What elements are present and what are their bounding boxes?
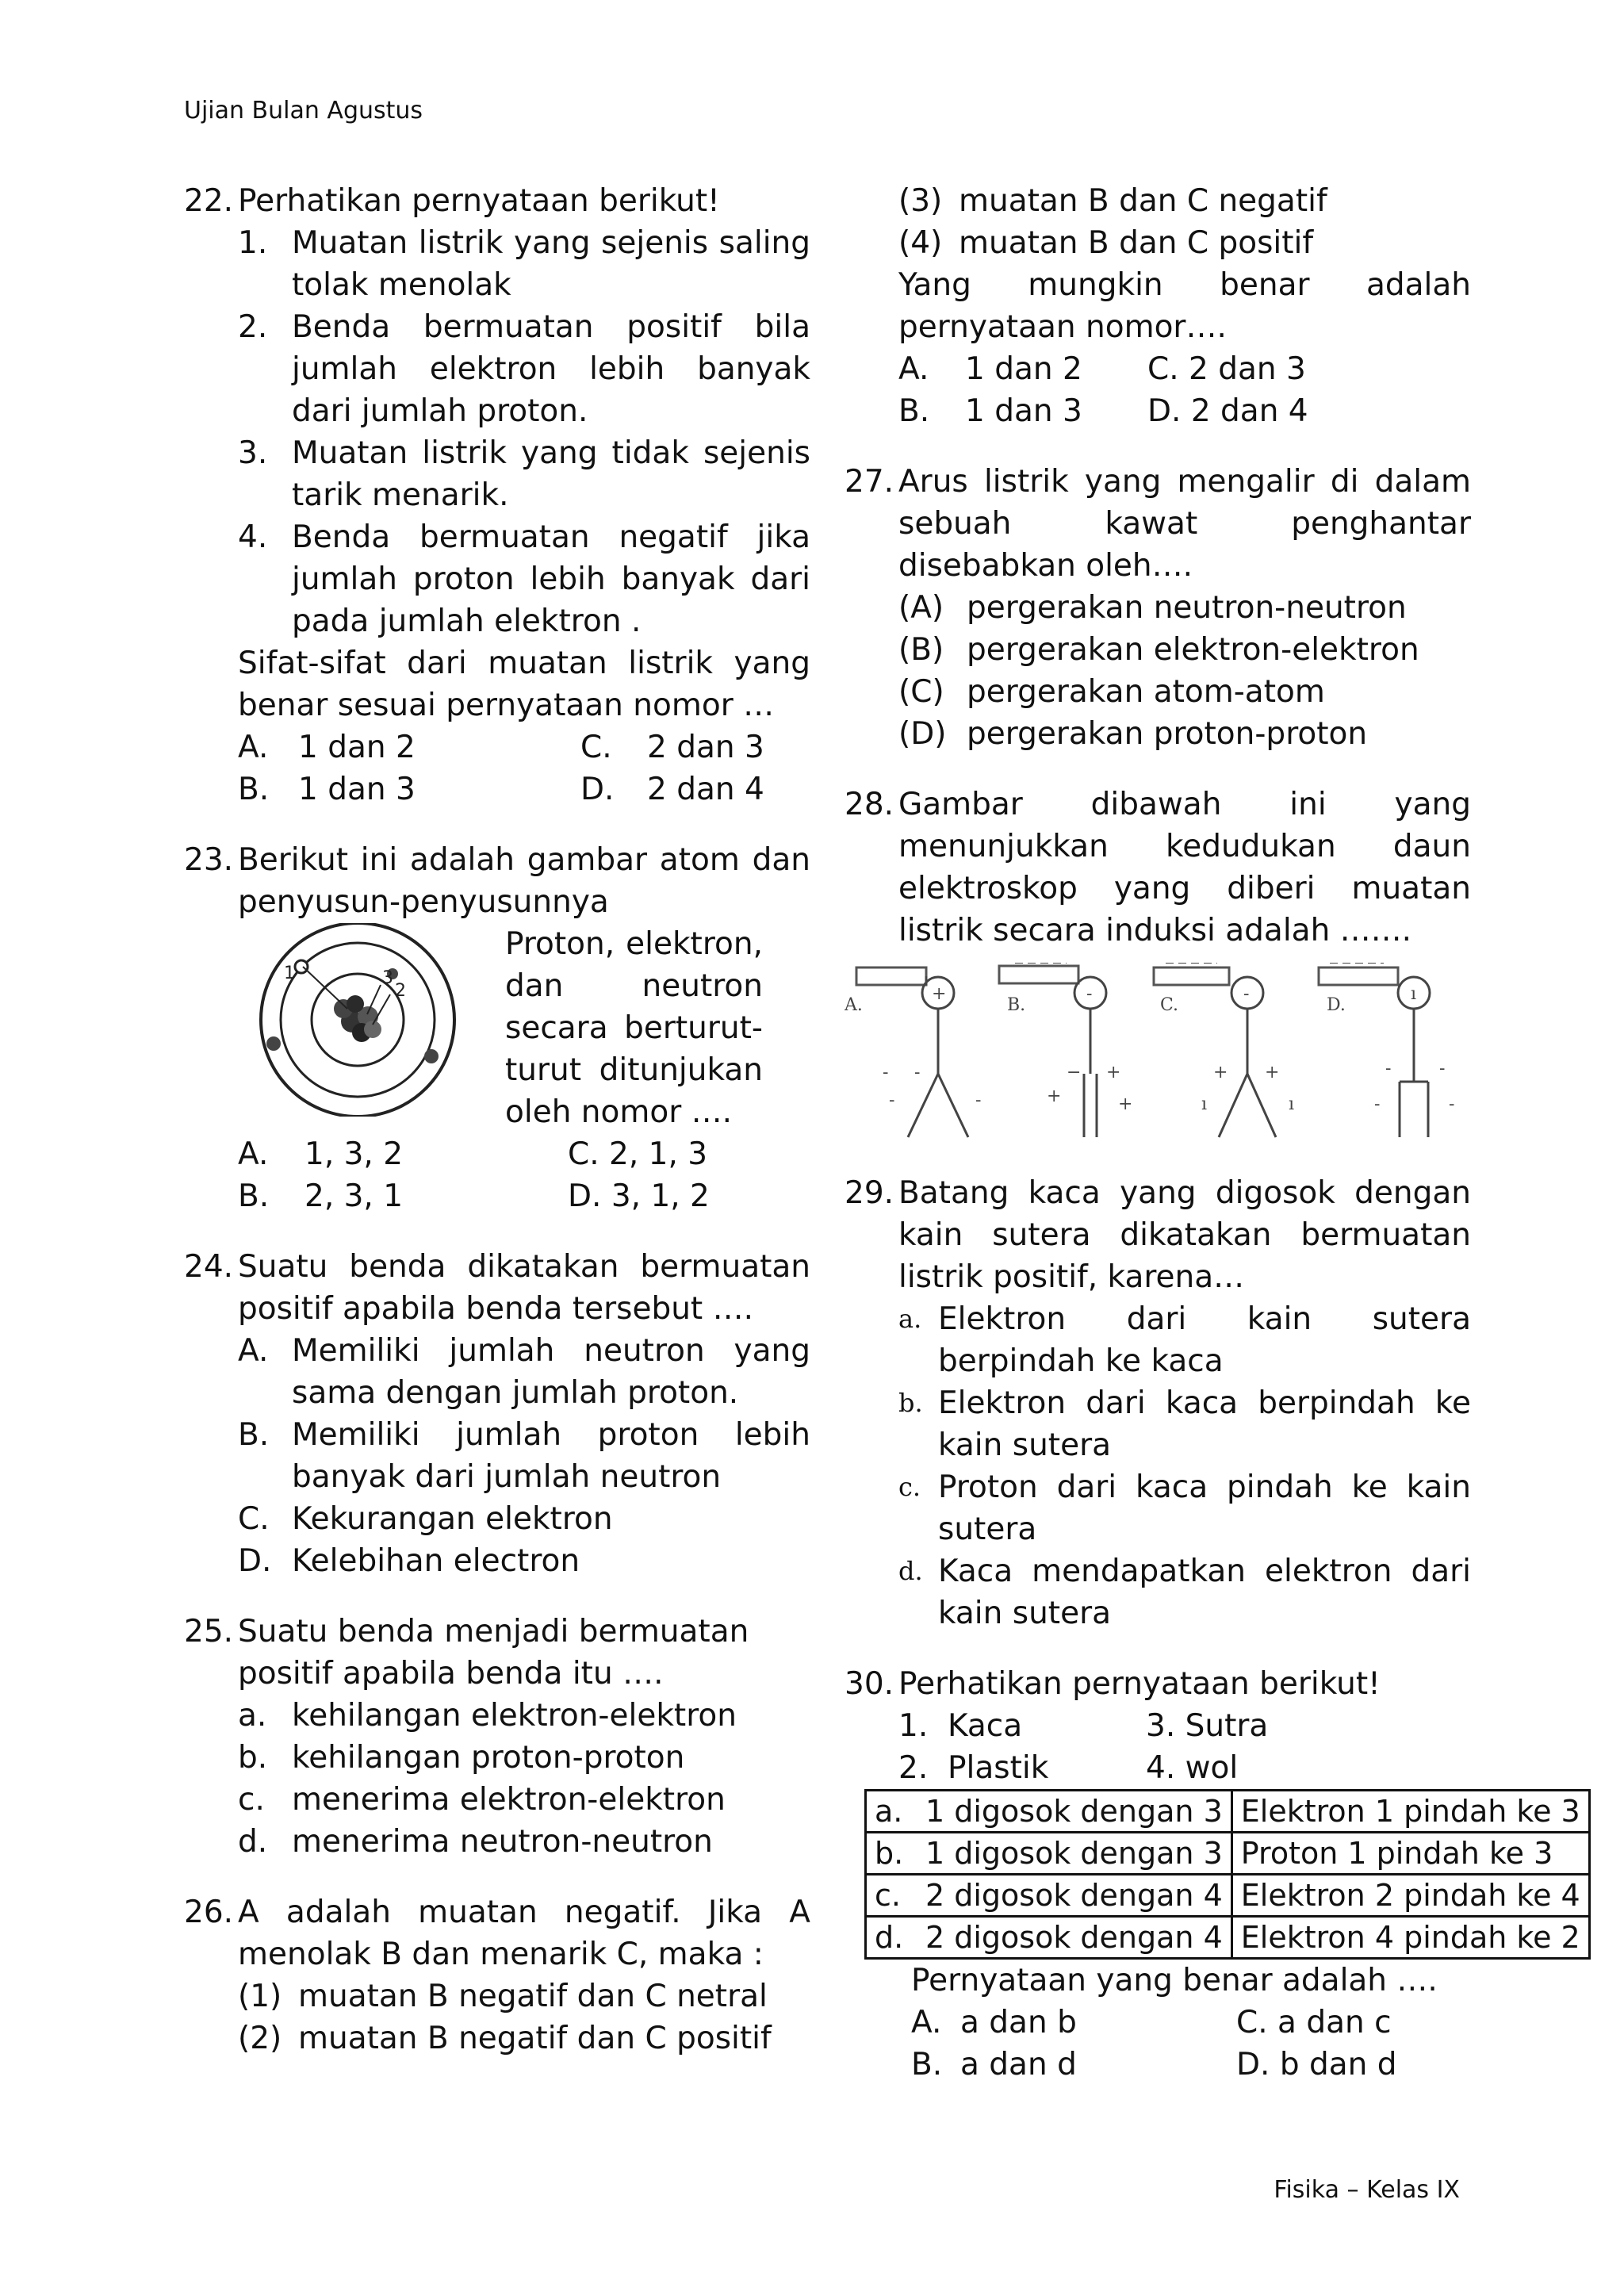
svg-text:−: − (1067, 1063, 1082, 1082)
question-stem: Batang kaca yang digosok dengan kain sutera dikatakan bermuatan listrik positif, karena… (898, 1175, 1471, 1295)
question-number: 27. (845, 464, 894, 500)
question-number: 30. (845, 1666, 894, 1702)
question-24 (184, 1246, 810, 1582)
left-column (184, 180, 810, 2059)
svg-text:-: - (1439, 1059, 1446, 1079)
electroscope-b (999, 963, 1132, 1137)
table-row: c. 2 digosok dengan 4 Elektron 2 pindah ke 4 (866, 1875, 1590, 1917)
question-28 (845, 784, 1471, 1144)
statement-item: (1) muatan B negatif dan C netral (238, 1979, 768, 2014)
figure-label-b: B. (1007, 995, 1026, 1015)
answer-options (898, 348, 1471, 432)
question-27 (845, 461, 1471, 755)
atom-label-2: 2 (395, 981, 406, 1001)
question-30 (845, 1663, 1580, 2086)
answer-option[interactable]: a. Elektron dari kain sutera berpindah ke kaca (898, 1301, 1471, 1379)
question-text: Yang mungkin benar adalah pernyataan nomor…. (898, 267, 1471, 345)
answer-option[interactable]: C. 2, 1, 3 (568, 1136, 708, 1172)
statement-item: 1. Muatan listrik yang sejenis saling tolak menolak (238, 225, 810, 303)
svg-text:-: - (975, 1090, 982, 1110)
answer-option[interactable]: A. Memiliki jumlah neutron yang sama dengan jumlah proton. (238, 1333, 810, 1411)
statement-item: (3) muatan B dan C negatif (898, 183, 1327, 219)
answer-option[interactable]: B. 2, 3, 1 (238, 1178, 404, 1214)
question-stem: Arus listrik yang mengalir di dalam sebuah kawat penghantar disebabkan oleh…. (898, 464, 1471, 584)
question-text: Pernyataan yang benar adalah …. (911, 1963, 1438, 1998)
answer-option[interactable]: D. 3, 1, 2 (568, 1178, 710, 1214)
material-list (898, 1705, 1471, 1789)
table-row: b. 1 digosok dengan 3 Proton 1 pindah ke 3 (866, 1833, 1590, 1875)
question-stem: Suatu benda dikatakan bermuatan positif apabila benda tersebut …. (238, 1249, 810, 1327)
answer-option[interactable]: D. b dan d (1236, 2047, 1397, 2082)
material-item: 3. Sutra (1146, 1708, 1269, 1744)
answer-option[interactable]: C. 2 dan 3 (1147, 351, 1306, 387)
svg-text:+: + (1106, 1063, 1121, 1082)
answer-option[interactable]: B. a dan d (911, 2047, 1077, 2082)
question-stem: Perhatikan pernyataan berikut! (238, 183, 720, 219)
answer-option[interactable]: (D) pergerakan proton-proton (898, 716, 1368, 752)
statement-item: 3. Muatan listrik yang tidak sejenis tarik menarik. (238, 435, 810, 513)
svg-text:-: - (889, 1090, 895, 1110)
question-number: 29. (845, 1175, 894, 1211)
answer-option[interactable]: b. Elektron dari kaca berpindah ke kain sutera (898, 1385, 1471, 1463)
answer-option[interactable]: c. Proton dari kaca pindah ke kain sutera (898, 1469, 1471, 1547)
table-row: a. 1 digosok dengan 3 Elektron 1 pindah ke 3 (866, 1791, 1590, 1833)
answer-option[interactable]: d. Kaca mendapatkan elektron dari kain sutera (898, 1554, 1471, 1631)
answer-option[interactable]: A. 1 dan 2 (238, 730, 416, 765)
svg-text:+: + (932, 984, 947, 1004)
figure-label-d: D. (1327, 995, 1346, 1015)
answer-option[interactable]: (B) pergerakan elektron-elektron (898, 632, 1419, 668)
figure-label-c: C. (1160, 995, 1179, 1015)
page-footer: Fisika – Kelas IX (1274, 2176, 1460, 2204)
answer-option[interactable]: a. kehilangan elektron-elektron (238, 1698, 737, 1734)
answer-option[interactable]: c. menerima elektron-elektron (238, 1782, 726, 1818)
answer-option[interactable]: D. 2 dan 4 (580, 772, 764, 807)
svg-text:+: + (1213, 1063, 1228, 1082)
question-text: Sifat-sifat dari muatan listrik yang benar sesuai pernyataan nomor … (238, 646, 810, 723)
answer-option[interactable]: A. a dan b (911, 2005, 1077, 2040)
question-number: 23. (184, 842, 234, 878)
svg-text:+: + (1047, 1086, 1062, 1106)
electroscope-figure (845, 963, 1469, 1144)
figure-label-a: A. (845, 995, 863, 1015)
answer-option[interactable]: B. 1 dan 3 (238, 772, 416, 807)
answer-option[interactable]: d. menerima neutron-neutron (238, 1824, 713, 1860)
electroscope-c (1154, 963, 1294, 1137)
answer-option[interactable]: B. Memiliki jumlah proton lebih banyak dari jumlah neutron (238, 1417, 810, 1495)
material-item: 1. Kaca (898, 1708, 1023, 1744)
svg-text:-: - (883, 1063, 889, 1082)
statement-item: (4) muatan B dan C positif (898, 225, 1314, 261)
material-item: 4. wol (1146, 1750, 1239, 1786)
question-stem: Berikut ini adalah gambar atom dan penyusun-penyusunnya (238, 842, 810, 920)
page-header: Ujian Bulan Agustus (184, 97, 423, 125)
question-number: 24. (184, 1249, 234, 1285)
answer-option[interactable]: C. Kekurangan elektron (238, 1501, 613, 1537)
answer-option[interactable]: A. 1, 3, 2 (238, 1136, 404, 1172)
electroscope-a (845, 967, 981, 1137)
question-23 (184, 839, 810, 1217)
question-22 (184, 180, 810, 810)
statement-item: 4. Benda bermuatan negatif jika jumlah proton lebih banyak dari pada jumlah elektron . (238, 519, 810, 639)
svg-text:+: + (1265, 1063, 1280, 1082)
answer-option[interactable]: D. 2 dan 4 (1147, 393, 1308, 429)
atom-label-1: 1 (284, 964, 295, 983)
answer-options (238, 726, 810, 810)
question-stem: Perhatikan pernyataan berikut! (898, 1666, 1381, 1702)
answer-options (898, 2002, 1471, 2086)
svg-text:-: - (1385, 1059, 1392, 1079)
statement-item: (2) muatan B negatif dan C positif (238, 2021, 772, 2056)
question-29 (845, 1172, 1471, 1634)
answer-option[interactable]: B. 1 dan 3 (898, 393, 1082, 429)
answer-option[interactable]: (C) pergerakan atom-atom (898, 674, 1325, 710)
electroscope-d (1319, 963, 1454, 1137)
question-number: 25. (184, 1614, 234, 1649)
svg-text:ı: ı (1289, 1094, 1295, 1114)
question-number: 26. (184, 1895, 234, 1930)
svg-text:-: - (914, 1063, 921, 1082)
material-item: 2. Plastik (898, 1750, 1049, 1786)
table-row: d. 2 digosok dengan 4 Elektron 4 pindah ke 2 (866, 1917, 1590, 1959)
answer-option[interactable]: b. kehilangan proton-proton (238, 1740, 685, 1776)
question-26 (184, 1891, 810, 2059)
answer-options (238, 1133, 810, 1217)
svg-text:ı: ı (1411, 984, 1417, 1004)
right-column (845, 180, 1580, 2086)
svg-text:+: + (1118, 1094, 1133, 1114)
svg-text:-: - (1449, 1094, 1455, 1114)
atom-label-3: 3 (382, 968, 393, 988)
question-25 (184, 1611, 810, 1863)
svg-text:ı: ı (1201, 1094, 1208, 1114)
question-stem: Suatu benda menjadi bermuatan positif apabila benda itu …. (238, 1614, 749, 1692)
answer-option[interactable]: D. Kelebihan electron (238, 1543, 580, 1579)
statement-item: 2. Benda bermuatan positif bila jumlah elektron lebih banyak dari jumlah proton. (238, 309, 810, 429)
statement-table (864, 1789, 1591, 1960)
question-stem: A adalah muatan negatif. Jika A menolak B dan menarik C, maka : (238, 1895, 810, 1972)
question-number: 28. (845, 787, 894, 822)
question-stem: Gambar dibawah ini yang menunjukkan kedudukan daun elektroskop yang diberi muatan listrik secara induksi adalah ……. (898, 787, 1471, 948)
answer-option[interactable]: (A) pergerakan neutron-neutron (898, 590, 1407, 626)
figure-caption: Proton, elektron, dan neutron secara berturut-turut ditunjukan oleh nomor …. (505, 926, 763, 1130)
svg-text:-: - (1374, 1094, 1381, 1114)
question-number: 22. (184, 183, 234, 219)
svg-text:-: - (1086, 984, 1093, 1004)
svg-text:-: - (1243, 984, 1250, 1004)
answer-option[interactable]: C. a dan c (1236, 2005, 1392, 2040)
answer-option[interactable]: C. 2 dan 3 (580, 730, 764, 765)
atom-diagram (254, 923, 462, 1117)
answer-option[interactable]: A. 1 dan 2 (898, 351, 1082, 387)
question-26-continued (845, 180, 1471, 432)
